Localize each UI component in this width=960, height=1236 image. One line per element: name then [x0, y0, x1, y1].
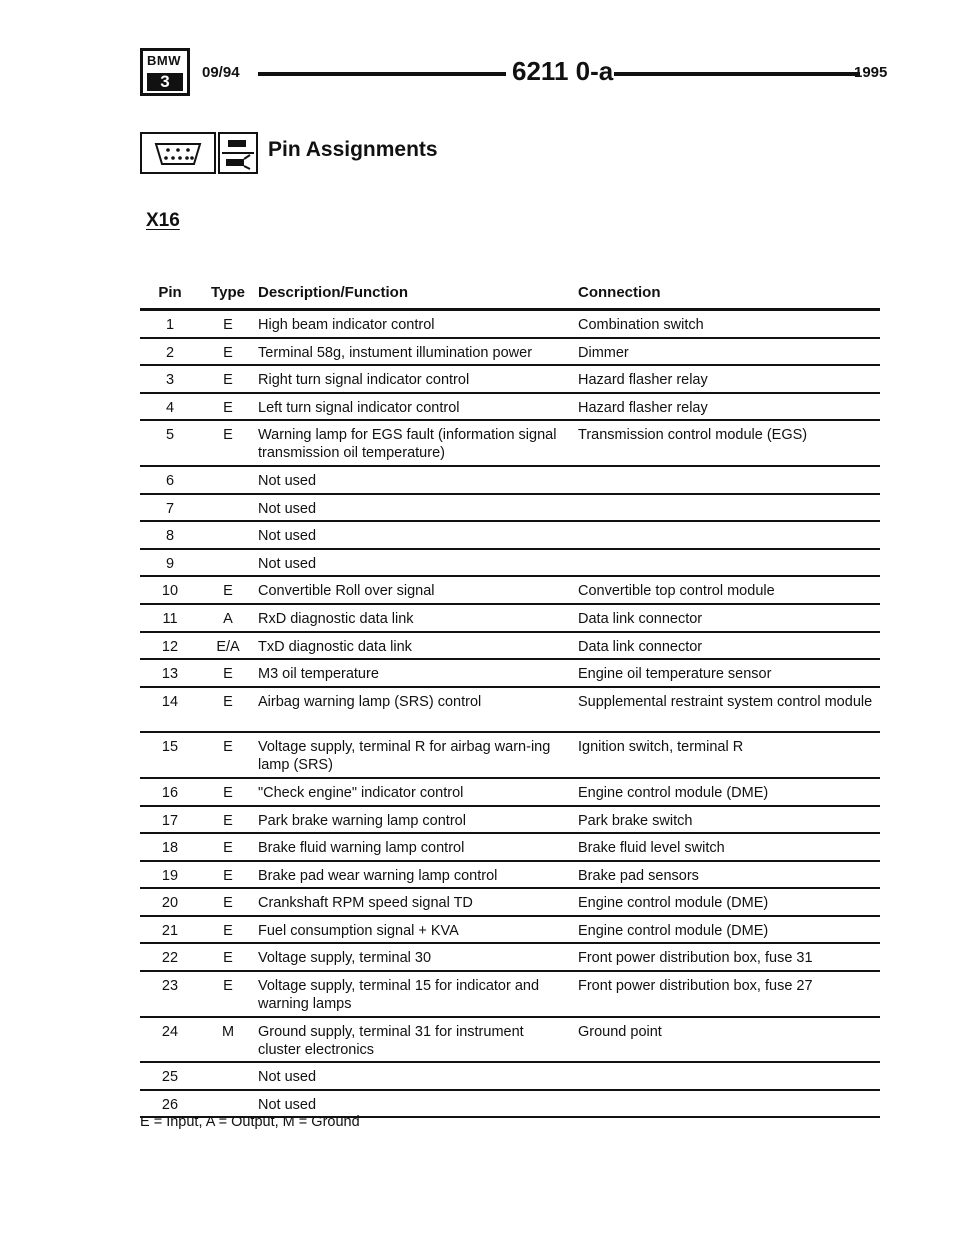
type-cell: E: [223, 978, 233, 995]
pin-cell: 18: [161, 840, 179, 857]
table-row: [140, 467, 880, 495]
table-row: [140, 495, 880, 523]
pin-icon: [218, 132, 258, 174]
pin-cell: 11: [162, 610, 178, 627]
type-cell: E: [223, 922, 233, 939]
header-year: 1995: [854, 64, 888, 81]
description-cell: Left turn signal indicator control: [258, 399, 460, 416]
description-cell: Brake fluid warning lamp control: [258, 840, 465, 857]
type-cell: E: [223, 317, 233, 333]
pin-cell: 25: [161, 1069, 179, 1086]
type-cell: E: [223, 583, 233, 600]
pin-cell: 24: [161, 1023, 179, 1040]
connection-cell: Brake fluid level switch: [578, 840, 725, 857]
connection-cell: Front power distribution box, fuse 27: [578, 978, 813, 995]
type-cell: E: [223, 840, 233, 857]
connection-cell: Combination switch: [578, 317, 704, 333]
description-cell: High beam indicator control: [258, 317, 435, 333]
type-cell: E: [223, 895, 233, 912]
table-row: [140, 366, 880, 394]
description-cell: Ground supply, terminal 31 for instrument cluster electronics: [258, 1023, 524, 1058]
type-cell: E: [223, 739, 233, 756]
pin-cell: 23: [161, 978, 179, 995]
pin-cell: 12: [161, 638, 179, 655]
connection-cell: Hazard flasher relay: [578, 372, 708, 389]
column-header-description: Description/Function: [258, 284, 408, 301]
pin-cell: 7: [165, 500, 175, 517]
connection-cell: Transmission control module (EGS): [578, 427, 808, 444]
pin-cell: 6: [165, 472, 175, 489]
pin-assignment-table: [140, 280, 880, 1118]
table-row: [140, 1063, 880, 1091]
pin-cell: 2: [165, 344, 175, 361]
pin-cell: 13: [161, 666, 179, 683]
table-row: [140, 421, 880, 467]
type-cell: E: [223, 693, 233, 710]
description-cell: Right turn signal indicator control: [258, 372, 470, 389]
table-row: [140, 917, 880, 945]
description-cell: Terminal 58g, instument illumination power: [258, 344, 533, 361]
description-cell: Voltage supply, terminal 15 for indicator and warning lamps: [258, 978, 540, 1013]
connector-id: X16: [146, 210, 180, 231]
legend-footnote: E = Input, A = Output, M = Ground: [140, 1114, 360, 1130]
connection-cell: Park brake switch: [578, 812, 693, 829]
description-cell: M3 oil temperature: [258, 666, 379, 683]
table-row: [140, 972, 880, 1018]
description-cell: Park brake warning lamp control: [258, 812, 466, 829]
connection-cell: Supplemental restraint system control module: [578, 693, 873, 710]
type-cell: E: [223, 427, 233, 444]
connection-cell: Hazard flasher relay: [578, 399, 708, 416]
type-cell: E: [223, 666, 233, 683]
table-row: [140, 733, 880, 779]
table-row: [140, 550, 880, 578]
connection-cell: Engine oil temperature sensor: [578, 666, 772, 683]
logo-series: 3: [147, 73, 183, 91]
description-cell: Not used: [258, 500, 317, 517]
table-row: [140, 834, 880, 862]
pin-cell: 19: [161, 867, 179, 884]
connection-cell: Dimmer: [578, 344, 629, 361]
connection-cell: Ignition switch, terminal R: [578, 739, 744, 756]
table-body: [140, 311, 880, 1118]
description-cell: Crankshaft RPM speed signal TD: [258, 895, 473, 912]
pin-cell: 17: [161, 812, 179, 829]
description-cell: Convertible Roll over signal: [258, 583, 435, 600]
connection-cell: Brake pad sensors: [578, 867, 699, 884]
description-cell: Warning lamp for EGS fault (information signal transmission oil temperature): [258, 427, 557, 462]
table-row: [140, 889, 880, 917]
table-header: [140, 280, 880, 311]
pin-cell: 22: [161, 950, 179, 967]
table-row: [140, 394, 880, 422]
connection-cell: Data link connector: [578, 638, 703, 655]
description-cell: Airbag warning lamp (SRS) control: [258, 693, 482, 710]
pin-cell: 26: [161, 1096, 179, 1113]
description-cell: Not used: [258, 1096, 317, 1113]
table-row: [140, 944, 880, 972]
description-cell: Voltage supply, terminal R for airbag warn-ing lamp (SRS): [258, 739, 551, 774]
table-row: [140, 807, 880, 835]
type-cell: E: [223, 867, 233, 884]
pin-cell: 3: [165, 372, 175, 389]
pin-cell: 1: [165, 317, 175, 333]
description-cell: "Check engine" indicator control: [258, 784, 464, 801]
connection-cell: Ground point: [578, 1023, 662, 1040]
pin-cell: 5: [165, 427, 175, 444]
column-header-type: Type: [211, 284, 245, 301]
column-header-pin: Pin: [158, 284, 182, 301]
pin-cell: 16: [161, 784, 179, 801]
connection-cell: Engine control module (DME): [578, 895, 769, 912]
table-row: [140, 522, 880, 550]
pin-cell: 15: [161, 739, 179, 756]
pin-cell: 21: [161, 922, 179, 939]
connection-cell: Convertible top control module: [578, 583, 775, 600]
table-row: [140, 605, 880, 633]
logo-brand: BMW: [147, 53, 181, 68]
connection-cell: Data link connector: [578, 610, 703, 627]
table-row: [140, 577, 880, 605]
header-date: 09/94: [202, 64, 240, 81]
type-cell: E: [223, 399, 233, 416]
page-header: [140, 48, 888, 98]
table-row: [140, 339, 880, 367]
description-cell: Voltage supply, terminal 30: [258, 950, 432, 967]
description-cell: Fuel consumption signal + KVA: [258, 922, 459, 939]
connection-cell: Front power distribution box, fuse 31: [578, 950, 813, 967]
description-cell: Not used: [258, 472, 317, 489]
connector-icon: [140, 132, 216, 174]
table-row: [140, 862, 880, 890]
bmw-3-series-logo: [140, 48, 190, 96]
page-title: Pin Assignments: [268, 138, 438, 161]
table-row: [140, 660, 880, 688]
type-cell: E: [223, 344, 233, 361]
description-cell: Not used: [258, 1069, 317, 1086]
table-row: [140, 1018, 880, 1064]
type-cell: E: [223, 950, 233, 967]
type-cell: E: [223, 372, 233, 389]
table-row: [140, 633, 880, 661]
type-cell: A: [223, 610, 233, 627]
description-cell: Not used: [258, 528, 317, 545]
table-row: [140, 688, 880, 734]
description-cell: RxD diagnostic data link: [258, 610, 414, 627]
document-code: 6211 0-a: [512, 56, 614, 86]
pin-cell: 14: [161, 693, 179, 710]
header-rule-right: [614, 72, 860, 76]
table-row: [140, 779, 880, 807]
type-cell: M: [221, 1023, 235, 1040]
connection-cell: Engine control module (DME): [578, 784, 769, 801]
type-cell: E: [223, 812, 233, 829]
pin-cell: 4: [165, 399, 175, 416]
pin-cell: 10: [161, 583, 179, 600]
header-rule-left: [258, 72, 506, 76]
description-cell: Not used: [258, 555, 317, 572]
pin-cell: 8: [165, 528, 175, 545]
type-cell: E: [223, 784, 233, 801]
pin-cell: 20: [161, 895, 179, 912]
connection-cell: Engine control module (DME): [578, 922, 769, 939]
pin-cell: 9: [165, 555, 175, 572]
description-cell: TxD diagnostic data link: [258, 638, 412, 655]
type-cell: E/A: [216, 638, 240, 655]
description-cell: Brake pad wear warning lamp control: [258, 867, 498, 884]
column-header-connection: Connection: [578, 284, 661, 301]
table-row: [140, 311, 880, 339]
